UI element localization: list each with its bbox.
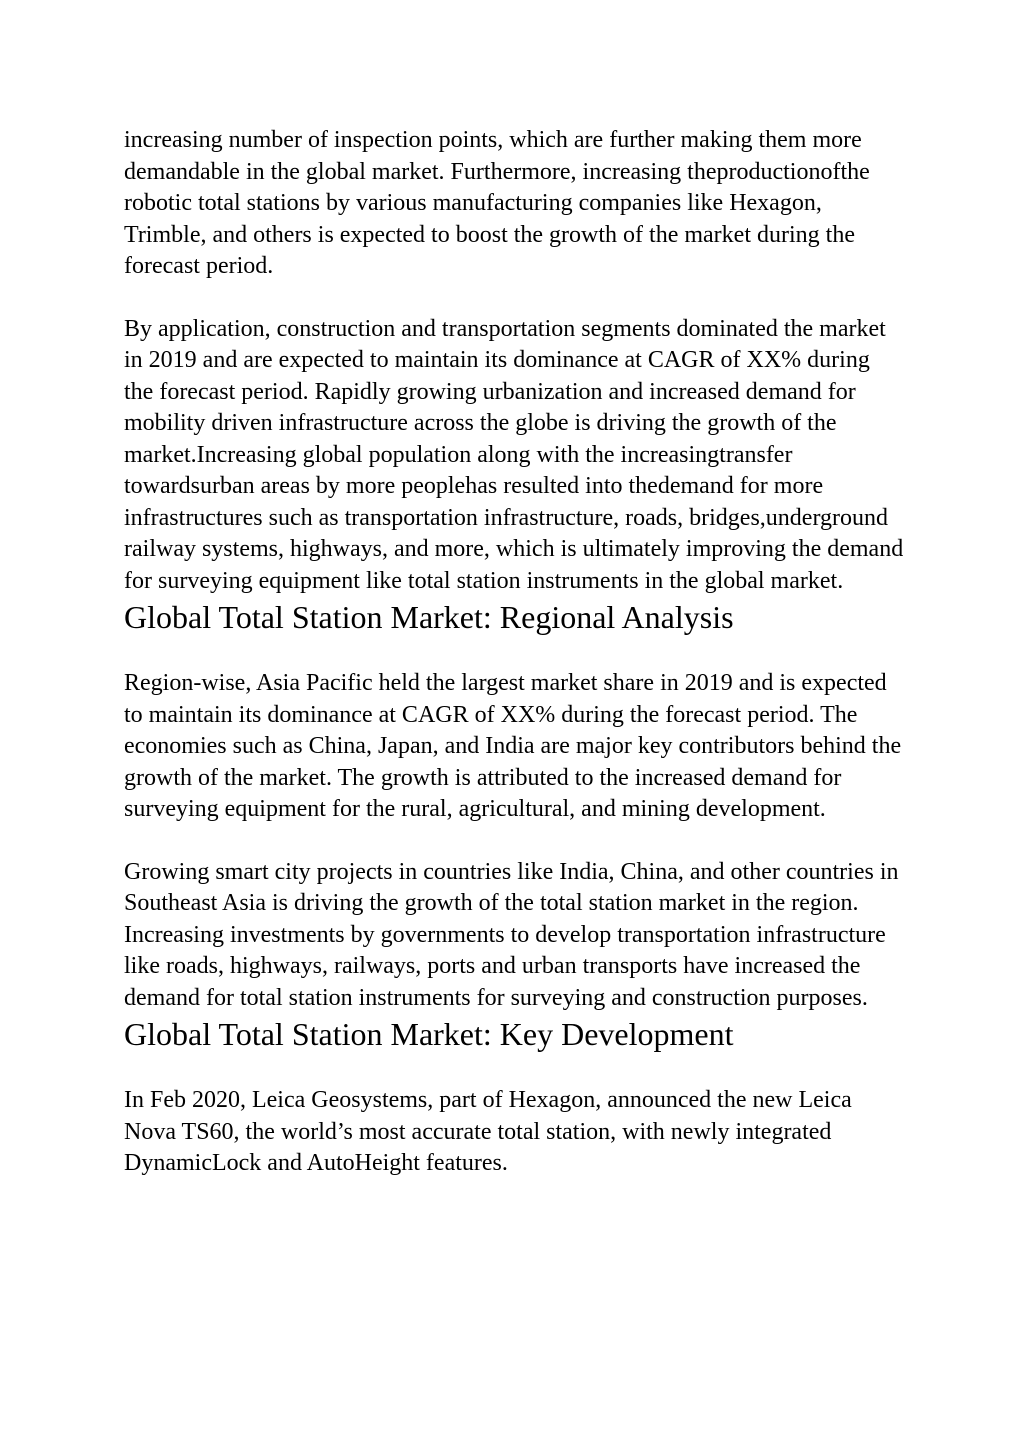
paragraph-intro-1: increasing number of inspection points, which are further making them more demandable in the global market. Furthermore, increasing theproductionofthe robotic total stations by various manufacturing companies like Hexagon, Trimble, and others is expected to boost the growth of the market during the forecast period. [124,127,870,279]
heading-key-development: Global Total Station Market: Key Development [124,1016,734,1052]
paragraph-regional-2: Growing smart city projects in countries like India, China, and other countries in Southeast Asia is driving the growth of the total station market in the region. Increasing investments by governments to develop transportation infrastructure like roads, highways, railways, ports and urban transports have increased the demand for total station instruments for surveying and construction purposes. [124,858,899,1011]
paragraph-development-1: In Feb 2020, Leica Geosystems, part of Hexagon, announced the new Leica Nova TS60, the world’s most accurate total station, with newly integrated DynamicLock and AutoHeight features. [124,1087,852,1176]
paragraph-intro-2: By application, construction and transportation segments dominated the market in 2019 and are expected to maintain its dominance at CAGR of XX% during the forecast period. Rapidly growing urbanization and increased demand for mobility driven infrastructure across the globe is driving the growth of the market.Increasing global population along with the increasingtransfer towardsurban areas by more peoplehas resulted into thedemand for more infrastructures such as transportation infrastructure, roads, bridges,underground railway systems, highways, and more, which is ultimately improving the demand for surveying equipment like total station instruments in the global market. [124,315,904,594]
paragraph-regional-1: Region-wise, Asia Pacific held the largest market share in 2019 and is expected to maintain its dominance at CAGR of XX% during the forecast period. The economies such as China, Japan, and India are major key contributors behind the growth of the market. The growth is attributed to the increased demand for surveying equipment for the rural, agricultural, and mining development. [124,670,902,822]
document-page [124,125,904,1211]
heading-regional-analysis: Global Total Station Market: Regional Analysis [124,599,734,635]
